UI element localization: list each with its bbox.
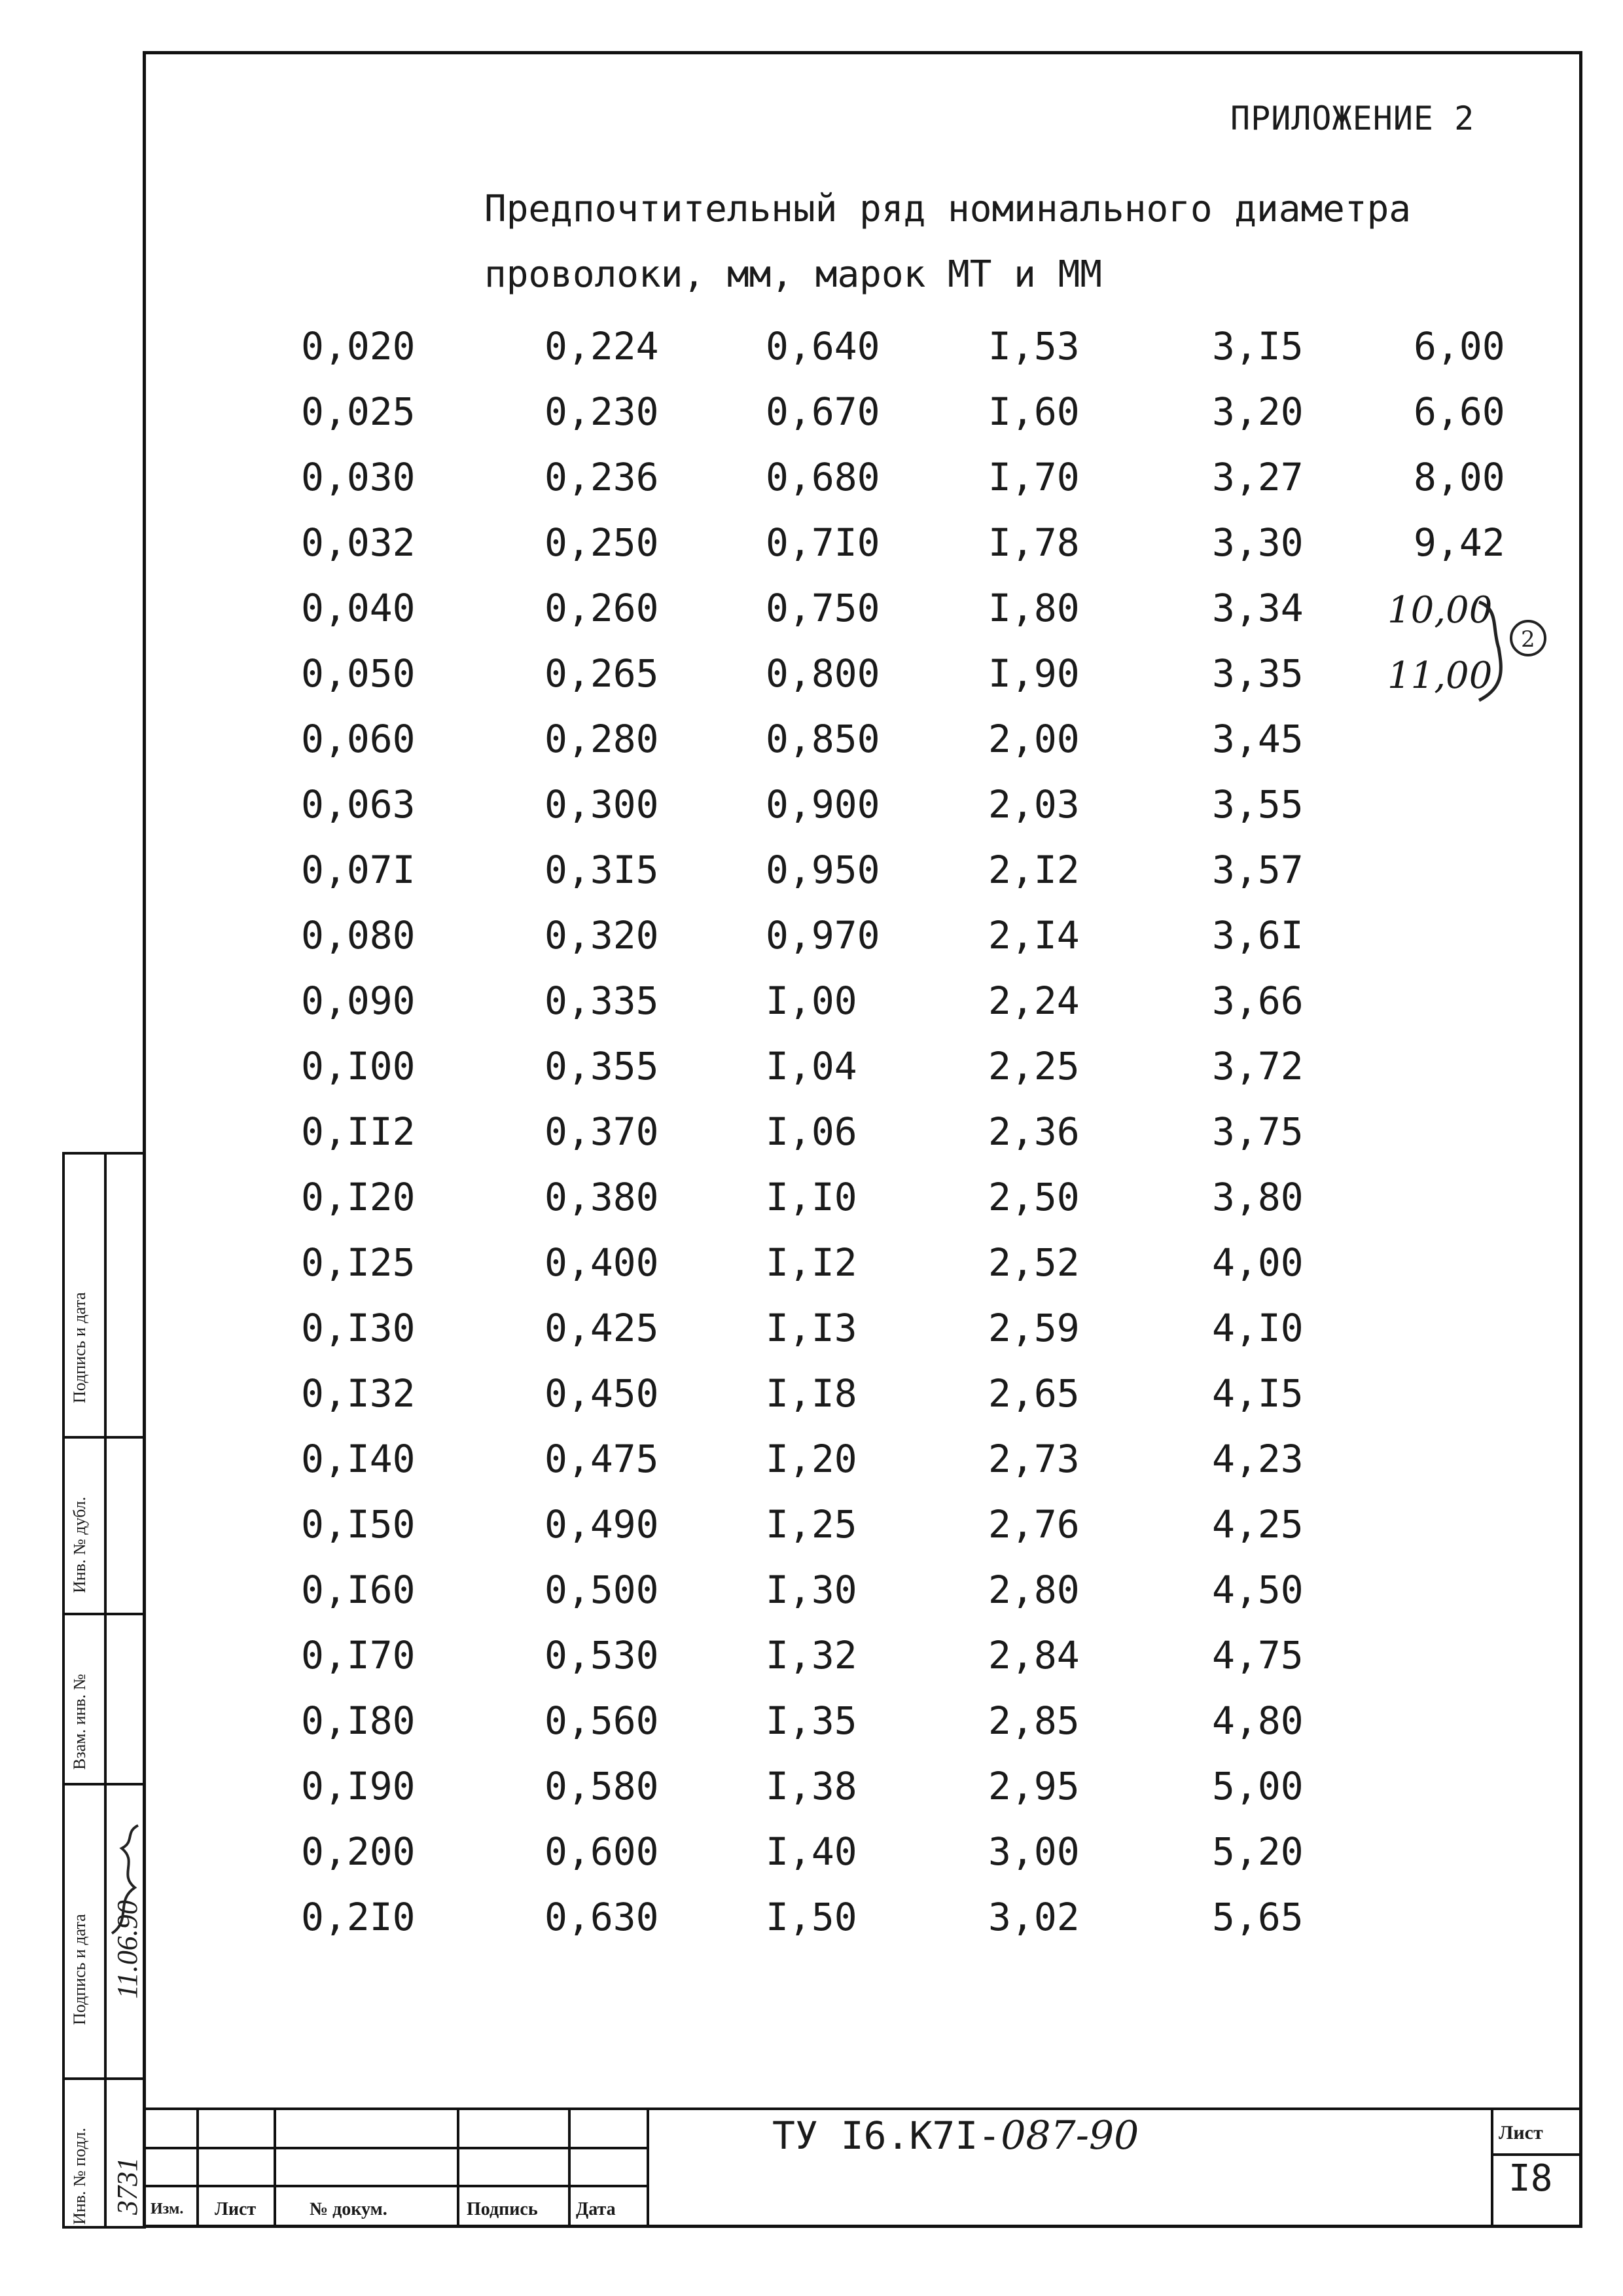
diameter-value: 2,24: [988, 978, 1080, 1023]
diameter-value: 4,75: [1212, 1633, 1304, 1677]
diameter-value: I,I2: [766, 1240, 857, 1285]
diameter-value: 0,090: [301, 978, 416, 1023]
diameter-value: 2,I2: [988, 848, 1080, 892]
handwritten-value: 11,00: [1387, 655, 1493, 697]
diameter-value: 0,560: [544, 1698, 659, 1743]
diameter-value: I,90: [988, 651, 1080, 696]
diameter-value: 2,80: [988, 1568, 1080, 1612]
diameter-value: 0,750: [766, 586, 880, 630]
diameter-value: 0,236: [544, 455, 659, 499]
diameter-value: 3,30: [1212, 520, 1304, 565]
diameter-value: I,60: [988, 389, 1080, 434]
diameter-value: 0,025: [301, 389, 416, 434]
diameter-value: 4,00: [1212, 1240, 1304, 1285]
side-row-line: [65, 2077, 143, 2080]
diameter-value: 0,630: [544, 1895, 659, 1939]
signature-icon: [105, 1822, 145, 1940]
appendix-label: ПРИЛОЖЕНИЕ 2: [1230, 99, 1475, 137]
diameter-value: 0,530: [544, 1633, 659, 1677]
diameter-value: I,30: [766, 1568, 857, 1612]
side-label-orig-inv: Инв. № подл.: [70, 2127, 89, 2225]
diameter-value: 2,85: [988, 1698, 1080, 1743]
diameter-value: 0,200: [301, 1829, 416, 1874]
tb-label-list: Лист: [215, 2199, 257, 2219]
diameter-value: I,04: [766, 1044, 857, 1088]
diameter-value: 3,57: [1212, 848, 1304, 892]
side-label-signature-date: Подпись и дата: [70, 1914, 89, 2025]
diameter-value: 2,I4: [988, 913, 1080, 958]
diameter-value: 0,380: [544, 1175, 659, 1219]
diameter-value: 0,I50: [301, 1502, 416, 1547]
diameter-value: 0,032: [301, 520, 416, 565]
diameter-value: I,20: [766, 1437, 857, 1481]
diameter-value: 0,500: [544, 1568, 659, 1612]
side-row-line: [65, 1783, 143, 1785]
side-label-signature: Подпись и дата: [70, 1292, 89, 1403]
inventory-number-handwritten: 3731: [111, 2157, 143, 2215]
diameter-value: 3,35: [1212, 651, 1304, 696]
diameter-value: 2,25: [988, 1044, 1080, 1088]
document-code-handwritten: 087-90: [1001, 2113, 1139, 2159]
diameter-value: 2,76: [988, 1502, 1080, 1547]
diameter-value: 0,I70: [301, 1633, 416, 1677]
diameter-value: 6,60: [1414, 389, 1505, 434]
tb-col-line: [647, 2108, 649, 2228]
diameter-value: 2,00: [988, 717, 1080, 761]
diameter-value: 0,355: [544, 1044, 659, 1088]
diameter-value: 0,060: [301, 717, 416, 761]
diameter-value: 2,59: [988, 1306, 1080, 1350]
diameter-value: 0,490: [544, 1502, 659, 1547]
diameter-value: 3,I5: [1212, 324, 1304, 368]
diameter-value: I,78: [988, 520, 1080, 565]
change-bracket-icon: [1466, 589, 1564, 713]
document-code-printed: ТУ I6.К7I-: [772, 2113, 1001, 2158]
diameter-value: 3,80: [1212, 1175, 1304, 1219]
diameter-value: 0,230: [544, 389, 659, 434]
diameter-value: 0,I30: [301, 1306, 416, 1350]
diameter-value: 0,I60: [301, 1568, 416, 1612]
diameter-value: 0,080: [301, 913, 416, 958]
signature-date-handwritten: 11.06.90: [111, 1900, 143, 1999]
diameter-value: 0,320: [544, 913, 659, 958]
diameter-value: 0,050: [301, 651, 416, 696]
diameter-value: I,35: [766, 1698, 857, 1743]
diameter-value: 0,640: [766, 324, 880, 368]
diameter-value: 4,25: [1212, 1502, 1304, 1547]
diameter-value: 0,I00: [301, 1044, 416, 1088]
diameter-value: 0,475: [544, 1437, 659, 1481]
diameter-value: 0,I80: [301, 1698, 416, 1743]
diameter-value: 0,335: [544, 978, 659, 1023]
diameter-value: I,70: [988, 455, 1080, 499]
sheet-number: I8: [1508, 2157, 1553, 2200]
change-mark: 2: [1521, 626, 1535, 653]
diameter-value: 4,50: [1212, 1568, 1304, 1612]
diameter-value: 2,65: [988, 1371, 1080, 1416]
diameter-value: 0,II2: [301, 1109, 416, 1154]
tb-col-line: [457, 2108, 459, 2228]
diameter-value: I,50: [766, 1895, 857, 1939]
diameter-value: 2,52: [988, 1240, 1080, 1285]
diameter-value: 0,280: [544, 717, 659, 761]
diameter-value: 0,850: [766, 717, 880, 761]
diameter-value: 0,I20: [301, 1175, 416, 1219]
diameter-value: 3,27: [1212, 455, 1304, 499]
diameter-value: 0,800: [766, 651, 880, 696]
diameter-value: 0,040: [301, 586, 416, 630]
heading-line-1: Предпочтительный ряд номинального диаметра: [484, 188, 1412, 230]
diameter-value: 3,34: [1212, 586, 1304, 630]
tb-label-doc: № докум.: [310, 2199, 387, 2219]
tb-col-line: [196, 2108, 199, 2228]
diameter-value: 2,50: [988, 1175, 1080, 1219]
diameter-value: 6,00: [1414, 324, 1505, 368]
diameter-value: 8,00: [1414, 455, 1505, 499]
diameter-value: 0,680: [766, 455, 880, 499]
diameter-value: 0,2I0: [301, 1895, 416, 1939]
diameter-value: 0,580: [544, 1764, 659, 1808]
diameter-value: I,06: [766, 1109, 857, 1154]
diameter-value: 0,425: [544, 1306, 659, 1350]
diameter-value: 0,370: [544, 1109, 659, 1154]
diameter-value: 0,7I0: [766, 520, 880, 565]
tb-mid-line: [143, 2185, 647, 2187]
diameter-value: 2,84: [988, 1633, 1080, 1677]
diameter-value: 4,I0: [1212, 1306, 1304, 1350]
diameter-value: 0,224: [544, 324, 659, 368]
diameter-value: 4,23: [1212, 1437, 1304, 1481]
heading-line-2: проволоки, мм, марок МТ и ММ: [484, 253, 1103, 296]
diameter-value: 0,260: [544, 586, 659, 630]
diameter-value: 9,42: [1414, 520, 1505, 565]
diameter-value: 0,450: [544, 1371, 659, 1416]
diameter-value: I,38: [766, 1764, 857, 1808]
diameter-value: I,80: [988, 586, 1080, 630]
side-row-line: [65, 1613, 143, 1615]
diameter-value: 3,6I: [1212, 913, 1304, 958]
diameter-value: 0,030: [301, 455, 416, 499]
tb-label-sign: Подпись: [467, 2199, 538, 2219]
diameter-value: 0,670: [766, 389, 880, 434]
diameter-value: 0,020: [301, 324, 416, 368]
diameter-value: 3,45: [1212, 717, 1304, 761]
diameter-value: 2,36: [988, 1109, 1080, 1154]
diameter-value: I,00: [766, 978, 857, 1023]
diameter-value: 0,063: [301, 782, 416, 827]
diameter-value: 3,02: [988, 1895, 1080, 1939]
diameter-value: 0,265: [544, 651, 659, 696]
tb-col-line: [274, 2108, 276, 2228]
diameter-value: 3,55: [1212, 782, 1304, 827]
diameter-value: 0,900: [766, 782, 880, 827]
diameter-value: I,40: [766, 1829, 857, 1874]
diameter-value: 0,250: [544, 520, 659, 565]
diameter-value: 0,970: [766, 913, 880, 958]
diameter-value: 3,72: [1212, 1044, 1304, 1088]
tb-label-date: Дата: [576, 2199, 616, 2219]
tb-col-line: [1491, 2108, 1493, 2228]
diameter-value: I,25: [766, 1502, 857, 1547]
tb-sheet-line: [1491, 2153, 1582, 2156]
sheet-label: Лист: [1499, 2122, 1543, 2144]
diameter-value: 0,300: [544, 782, 659, 827]
diameter-value: 5,20: [1212, 1829, 1304, 1874]
diameter-value: 3,00: [988, 1829, 1080, 1874]
side-row-line: [65, 1436, 143, 1439]
diameter-value: 0,3I5: [544, 848, 659, 892]
document-code: [772, 2113, 1139, 2159]
diameter-value: 4,80: [1212, 1698, 1304, 1743]
handwritten-value: 10,00: [1387, 589, 1493, 632]
side-stamp: [62, 1152, 146, 2229]
diameter-value: 2,73: [988, 1437, 1080, 1481]
side-label-dup-inv: Инв. № дубл.: [70, 1496, 89, 1593]
diameter-value: 2,03: [988, 782, 1080, 827]
diameter-value: I,32: [766, 1633, 857, 1677]
diameter-value: 0,I90: [301, 1764, 416, 1808]
side-label-replace-inv: Взам. инв. №: [70, 1674, 89, 1770]
diameter-value: 5,00: [1212, 1764, 1304, 1808]
diameter-value: 3,75: [1212, 1109, 1304, 1154]
diameter-value: 2,95: [988, 1764, 1080, 1808]
tb-top-line: [143, 2108, 1582, 2110]
diameter-value: 0,I32: [301, 1371, 416, 1416]
diameter-value: 3,20: [1212, 389, 1304, 434]
diameter-value: 5,65: [1212, 1895, 1304, 1939]
diameter-value: I,I8: [766, 1371, 857, 1416]
diameter-value: 0,I25: [301, 1240, 416, 1285]
table-heading: [484, 177, 1411, 308]
tb-label-izm: Изм.: [151, 2200, 184, 2217]
side-divider: [104, 1155, 107, 2226]
diameter-value: 0,600: [544, 1829, 659, 1874]
diameter-value: 0,07I: [301, 848, 416, 892]
diameter-value: 0,950: [766, 848, 880, 892]
tb-col-line: [568, 2108, 571, 2228]
diameter-value: I,I3: [766, 1306, 857, 1350]
diameter-value: 4,I5: [1212, 1371, 1304, 1416]
diameter-value: I,I0: [766, 1175, 857, 1219]
diameter-value: 0,400: [544, 1240, 659, 1285]
tb-mid-line: [143, 2147, 647, 2149]
diameter-value: I,53: [988, 324, 1080, 368]
diameter-value: 0,I40: [301, 1437, 416, 1481]
diameter-value: 3,66: [1212, 978, 1304, 1023]
